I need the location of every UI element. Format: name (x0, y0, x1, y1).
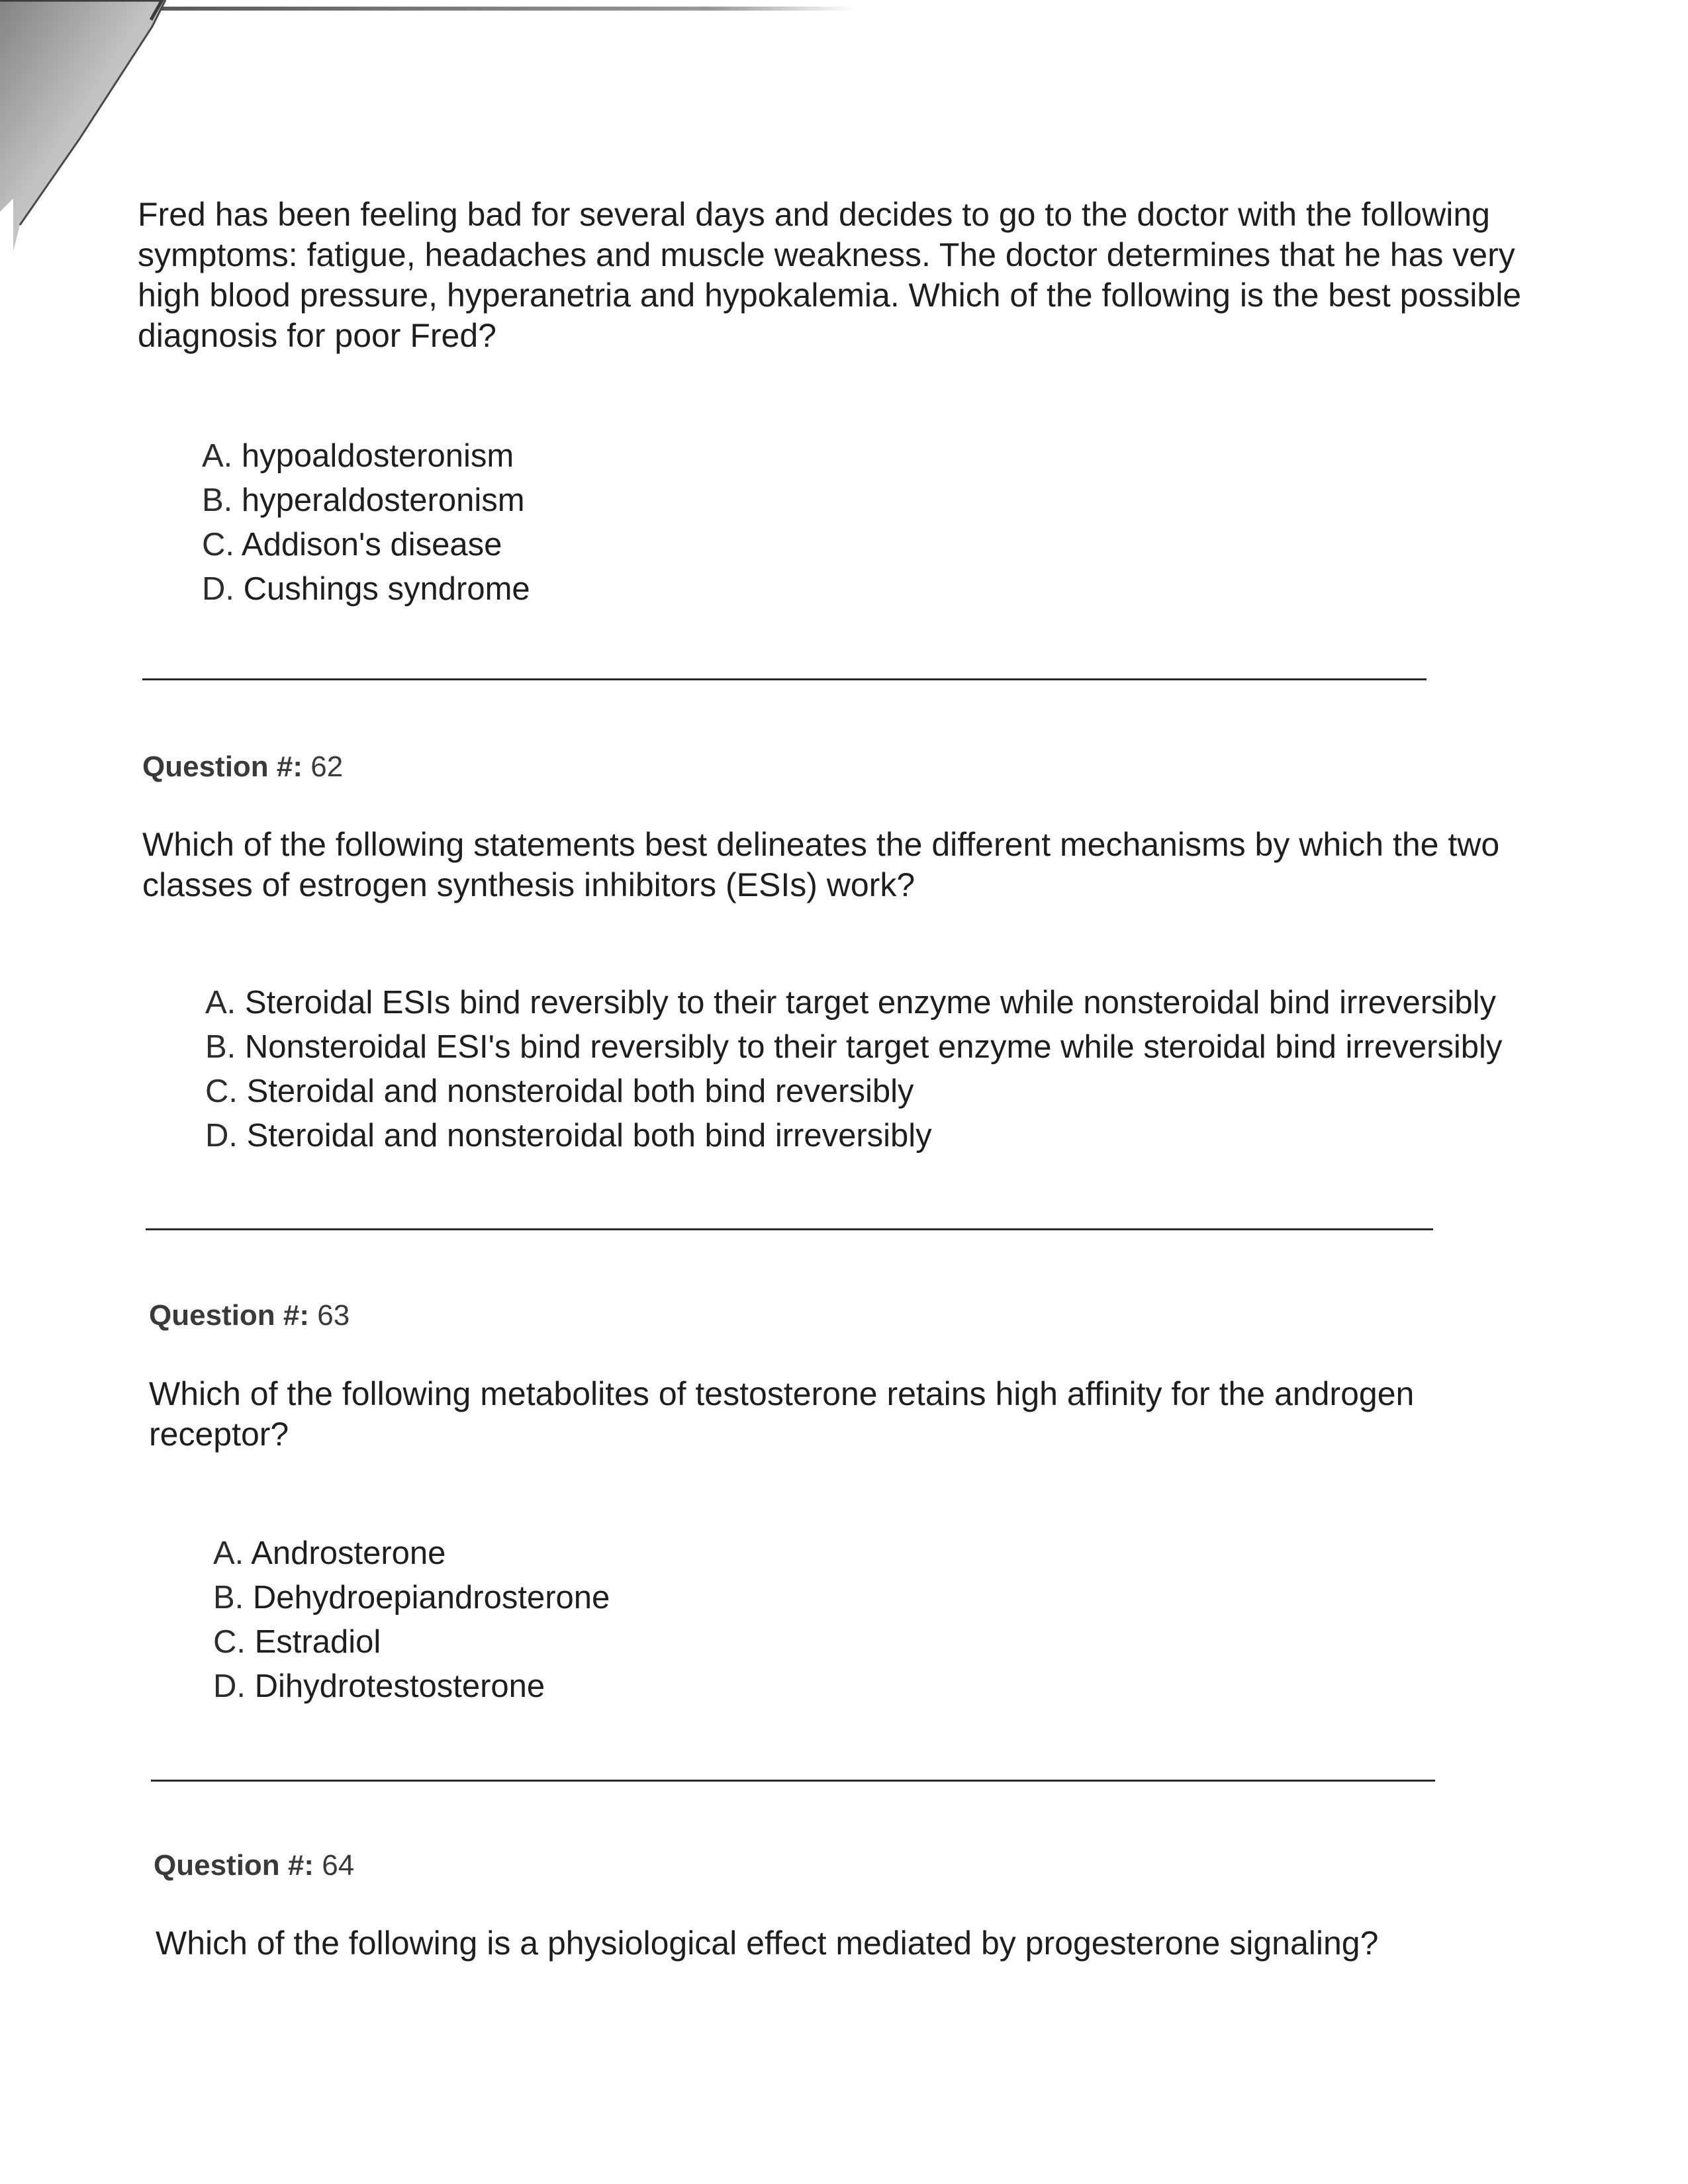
question-header (154, 1849, 354, 1882)
stem-line: symptoms: fatigue, headaches and muscle weakness. The doctor determines that he has very (138, 236, 1515, 273)
choice-text: Estradiol (254, 1624, 381, 1660)
question-divider (142, 678, 1427, 680)
stem-line: Fred has been feeling bad for several days and decides to go to the doctor with the following (138, 196, 1490, 233)
choice-text: hypoaldosteronism (241, 438, 514, 474)
stem-line: high blood pressure, hyperanetria and hypokalemia. Which of the following is the best possible (138, 277, 1522, 314)
question-number: 64 (322, 1849, 355, 1882)
question-label: Question #: (142, 751, 303, 783)
choice-text: Steroidal ESIs bind reversibly to their target enzyme while nonsteroidal bind irreversibly (244, 985, 1497, 1021)
choice-text: Dihydrotestosterone (254, 1668, 545, 1704)
answer-choice-a[interactable] (205, 981, 1502, 1025)
choice-letter: D. (202, 571, 234, 607)
answer-choices (213, 1531, 610, 1709)
question-stem (149, 1374, 1625, 1455)
choice-letter: A. (205, 985, 236, 1021)
question-label: Question #: (154, 1849, 314, 1882)
question-label: Question #: (149, 1299, 310, 1332)
stem-line: diagnosis for poor Fred? (138, 317, 496, 354)
question-header (142, 751, 343, 784)
choice-text: Androsterone (251, 1535, 446, 1571)
choice-letter: A. (202, 438, 233, 474)
stem-line: classes of estrogen synthesis inhibitors (ESIs) work? (142, 866, 915, 903)
answer-choice-b[interactable] (213, 1576, 610, 1620)
question-stem (138, 195, 1614, 356)
question-number: 62 (310, 751, 344, 783)
choice-letter: D. (205, 1118, 238, 1154)
choice-letter: C. (202, 527, 234, 563)
question-divider (146, 1228, 1433, 1230)
question-stem (142, 825, 1618, 905)
question-header (149, 1299, 350, 1332)
answer-choices (202, 434, 530, 612)
question-divider (151, 1780, 1435, 1782)
choice-letter: B. (202, 482, 233, 518)
answer-choice-a[interactable] (213, 1531, 610, 1576)
choice-letter: D. (213, 1668, 246, 1704)
stem-line: Which of the following metabolites of testosterone retains high affinity for the androgen (149, 1375, 1415, 1412)
choice-letter: C. (205, 1073, 238, 1109)
question-number: 63 (317, 1299, 350, 1332)
answer-choice-d[interactable] (202, 567, 530, 612)
choice-text: Addison's disease (241, 527, 502, 563)
stem-line: receptor? (149, 1416, 289, 1453)
choice-text: hyperaldosteronism (241, 482, 525, 518)
choice-text: Steroidal and nonsteroidal both bind irreversibly (246, 1118, 932, 1154)
answer-choice-b[interactable] (202, 478, 530, 523)
answer-choice-d[interactable] (205, 1114, 1502, 1158)
stem-line: Which of the following is a physiological effect mediated by progesterone signaling? (156, 1925, 1379, 1962)
answer-choice-c[interactable] (205, 1069, 1502, 1114)
choice-letter: B. (213, 1580, 244, 1615)
stem-line: Which of the following statements best delineates the different mechanisms by which the two (142, 826, 1500, 863)
answer-choice-a[interactable] (202, 434, 530, 478)
choice-text: Dehydroepiandrosterone (252, 1580, 610, 1615)
choice-text: Steroidal and nonsteroidal both bind reversibly (246, 1073, 914, 1109)
choice-text: Cushings syndrome (243, 571, 530, 607)
choice-letter: B. (205, 1029, 236, 1065)
choice-letter: C. (213, 1624, 246, 1660)
question-stem (156, 1923, 1632, 1964)
choice-text: Nonsteroidal ESI's bind reversibly to their target enzyme while steroidal bind irreversibly (244, 1029, 1503, 1065)
answer-choice-c[interactable] (213, 1620, 610, 1664)
choice-letter: A. (213, 1535, 244, 1571)
answer-choices (205, 981, 1502, 1158)
answer-choice-c[interactable] (202, 523, 530, 567)
answer-choice-b[interactable] (205, 1025, 1502, 1069)
answer-choice-d[interactable] (213, 1664, 610, 1709)
